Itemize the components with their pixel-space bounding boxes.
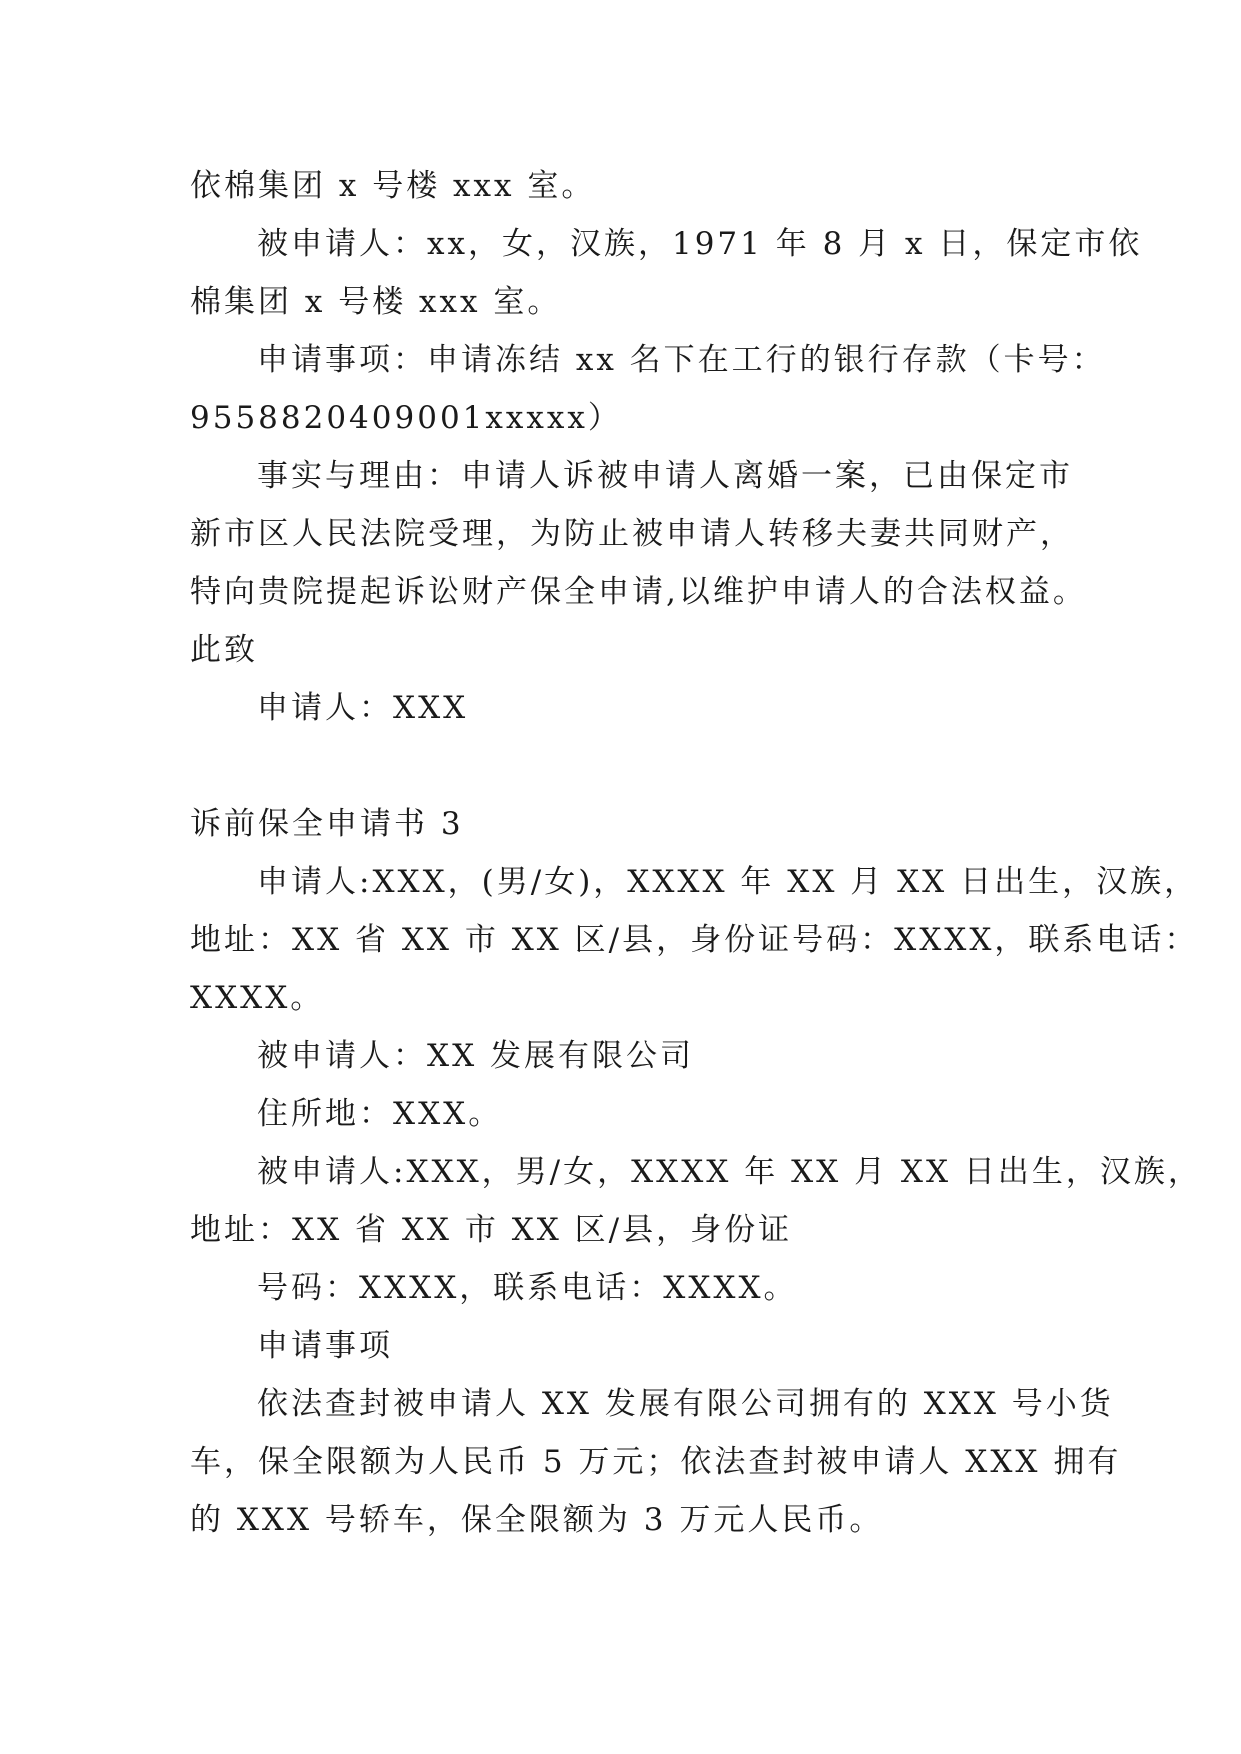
text-line: 被申请人：xx，女，汉族，1971 年 8 月 x 日，保定市依 <box>257 226 1143 262</box>
text-line: 特向贵院提起诉讼财产保全申请,以维护申请人的合法权益。 <box>190 574 1087 610</box>
text-line: 申请人：XXX <box>257 690 469 726</box>
text-line: 申请事项：申请冻结 xx 名下在工行的银行存款（卡号： <box>257 342 1106 378</box>
text-line: 被申请人：XX 发展有限公司 <box>257 1038 694 1074</box>
text-line: 棉集团 x 号楼 xxx 室。 <box>190 284 562 320</box>
text-line: 的 XXX 号轿车，保全限额为 3 万元人民币。 <box>190 1502 884 1538</box>
text-line: 此致 <box>190 632 258 668</box>
text-line: 住所地：XXX。 <box>257 1096 503 1132</box>
text-line: 依棉集团 x 号楼 xxx 室。 <box>190 168 596 204</box>
text-line: 申请人:XXX，(男/女)，XXXX 年 XX 月 XX 日出生，汉族， <box>257 864 1199 900</box>
text-line: 车，保全限额为人民币 5 万元；依法查封被申请人 XXX 拥有 <box>190 1444 1122 1480</box>
text-line: XXXX。 <box>190 980 325 1016</box>
text-line: 地址：XX 省 XX 市 XX 区/县，身份证 <box>190 1212 793 1248</box>
text-line: 9558820409001xxxxx） <box>190 400 622 436</box>
text-line: 申请事项 <box>257 1328 393 1364</box>
text-line: 事实与理由：申请人诉被申请人离婚一案，已由保定市 <box>257 458 1073 494</box>
text-line: 新市区人民法院受理，为防止被申请人转移夫妻共同财产， <box>190 516 1074 552</box>
text-line: 被申请人:XXX，男/女，XXXX 年 XX 月 XX 日出生，汉族， <box>257 1154 1202 1190</box>
text-line: 地址：XX 省 XX 市 XX 区/县，身份证号码：XXXX，联系电话： <box>190 922 1199 958</box>
section-title: 诉前保全申请书 3 <box>190 806 464 842</box>
text-line: 依法查封被申请人 XX 发展有限公司拥有的 XXX 号小货 <box>257 1386 1114 1422</box>
text-line: 号码：XXXX，联系电话：XXXX。 <box>257 1270 798 1306</box>
